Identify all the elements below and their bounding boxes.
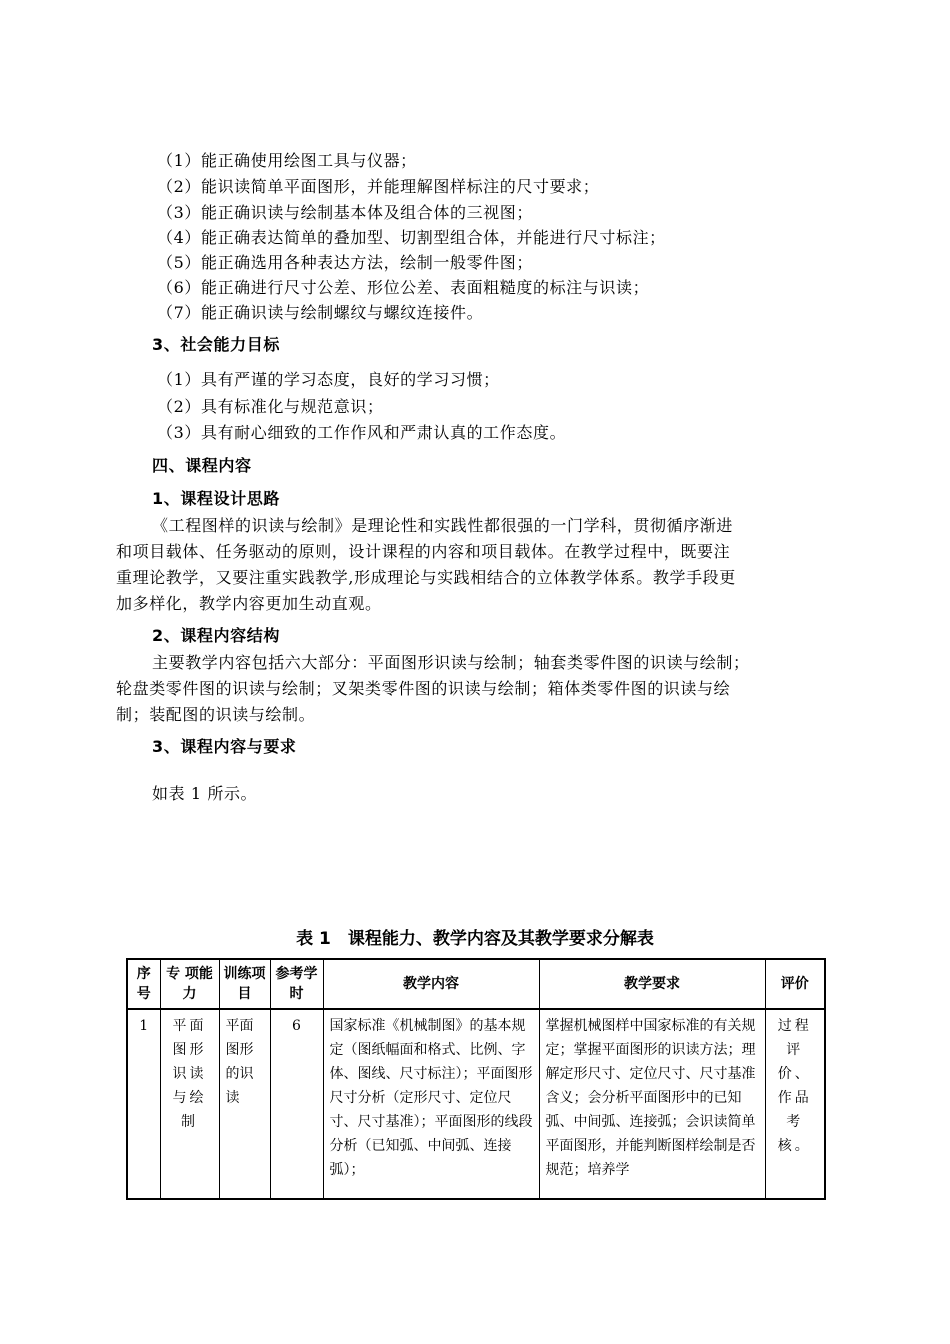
- course-table: [126, 958, 826, 1200]
- requirements-heading: 3、课程内容与要求: [152, 737, 297, 756]
- cell-content: 国家标准《机械制图》的基本规定（图纸幅面和格式、比例、字体、图线、尺寸标注）；平面图形尺寸分析（定形尺寸、定位尺寸、尺寸基准）；平面图形的线段分析（已知弧、中间弧、连接弧）；: [323, 1009, 539, 1199]
- cell-index: 1: [127, 1009, 160, 1199]
- header-evaluation: 评价: [765, 959, 825, 1009]
- see-table-text: 如表 1 所示。: [152, 784, 258, 803]
- social-item: （2）具有标准化与规范意识；: [157, 397, 384, 416]
- design-paragraph-line: 和项目载体、任务驱动的原则，设计课程的内容和项目载体。在教学过程中，既要注: [116, 542, 731, 561]
- design-heading: 1、课程设计思路: [152, 489, 280, 508]
- ability-item: （7）能正确识读与绘制螺纹与螺纹连接件。: [157, 303, 484, 322]
- table-row: [127, 1009, 825, 1199]
- ability-item: （1）能正确使用绘图工具与仪器；: [157, 151, 417, 170]
- social-item: （3）具有耐心细致的工作作风和严肃认真的工作态度。: [157, 423, 567, 442]
- structure-paragraph-line: 轮盘类零件图的识读与绘制；叉架类零件图的识读与绘制；箱体类零件图的识读与绘: [116, 679, 731, 698]
- structure-heading: 2、课程内容结构: [152, 626, 280, 645]
- ability-item: （5）能正确选用各种表达方法，绘制一般零件图；: [157, 253, 533, 272]
- header-requirement: 教学要求: [539, 959, 765, 1009]
- table-caption: 表 1 课程能力、教学内容及其教学要求分解表: [296, 929, 654, 949]
- ability-item: （2）能识读简单平面图形，并能理解图样标注的尺寸要求；: [157, 177, 600, 196]
- ability-item: （3）能正确识读与绘制基本体及组合体的三视图；: [157, 203, 533, 222]
- structure-paragraph-line: 制；装配图的识读与绘制。: [116, 705, 316, 724]
- cell-evaluation: 过程评价、作品考核。: [765, 1009, 825, 1199]
- ability-item: （6）能正确进行尺寸公差、形位公差、表面粗糙度的标注与识读；: [157, 278, 650, 297]
- cell-ability: 平面图形识读与绘制: [160, 1009, 219, 1199]
- cell-hours: 6: [270, 1009, 323, 1199]
- header-ability: 专 项能力: [160, 959, 219, 1009]
- header-hours: 参考学时: [270, 959, 323, 1009]
- structure-paragraph-line: 主要教学内容包括六大部分：平面图形识读与绘制；轴套类零件图的识读与绘制；: [152, 653, 750, 672]
- cell-training: 平面图形的识读: [219, 1009, 270, 1199]
- section-heading: 四、课程内容: [152, 456, 252, 475]
- design-paragraph-line: 重理论教学，又要注重实践教学,形成理论与实践相结合的立体教学体系。教学手段更: [116, 568, 736, 587]
- table-header-row: [127, 959, 825, 1009]
- cell-requirement: 掌握机械图样中国家标准的有关规定；掌握平面图形的识读方法；理解定形尺寸、定位尺寸、尺寸基准含义；会分析平面图形中的已知弧、中间弧、连接弧；会识读简单平面图形，并能判断图样绘制是否规范；培养学: [539, 1009, 765, 1199]
- header-training: 训练项目: [219, 959, 270, 1009]
- social-item: （1）具有严谨的学习态度，良好的学习习惯；: [157, 370, 500, 389]
- design-paragraph-line: 加多样化，教学内容更加生动直观。: [116, 594, 382, 613]
- header-content: 教学内容: [323, 959, 539, 1009]
- ability-item: （4）能正确表达简单的叠加型、切割型组合体，并能进行尺寸标注；: [157, 228, 666, 247]
- social-ability-heading: 3、社会能力目标: [152, 335, 280, 354]
- header-index: 序号: [127, 959, 160, 1009]
- design-paragraph-line: 《工程图样的识读与绘制》是理论性和实践性都很强的一门学科，贯彻循序渐进: [152, 516, 734, 535]
